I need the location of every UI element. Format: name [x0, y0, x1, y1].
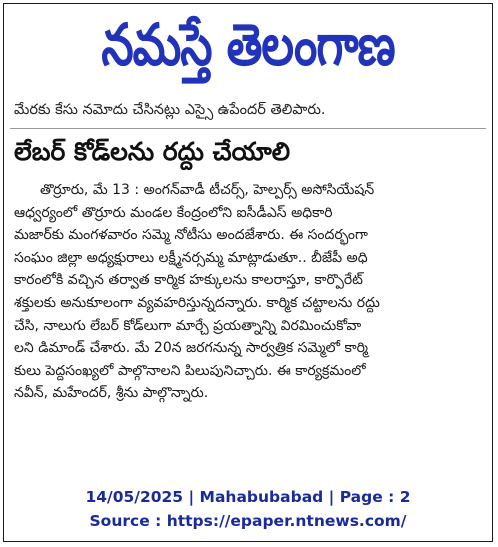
body-line: చేసి, నాలుగు లేబర్ కోడ్‌లుగా మార్చే ప్రయత్నాన్ని విరమించుకోవా	[14, 317, 362, 334]
body-line: శక్తులకు అనుకూలంగా వ్యవహరిస్తున్నదన్నారు. కార్మిక చట్టాలను రద్దు	[14, 294, 380, 311]
body-line: కారంలోకి వచ్చిన తర్వాత కార్మిక హక్కులను కాలరాస్తూ, కార్పొరేట్	[14, 272, 363, 289]
body-line: సంఘం జిల్లా అధ్యక్షురాలు లక్ష్మీనర్సమ్మ మాట్లాడుతూ.. బీజేపీ అధి	[14, 249, 368, 266]
clipping-source: Source : https://epaper.ntnews.com/	[89, 512, 407, 530]
body-line: మజార్‌కు మంగళవారం సమ్మె నోటీసు అందజేశారు. ఈ సందర్భంగా	[14, 227, 368, 244]
clipping-frame	[3, 3, 493, 542]
body-line: తొర్రూరు, మే 13 : అంగన్‌వాడీ టీచర్స్, హెల్పర్స్ అసోసియేషన్	[40, 182, 375, 198]
newspaper-masthead	[4, 4, 492, 100]
article-headline: లేబర్ కోడ్‌లను రద్దు చేయాలి	[14, 137, 291, 166]
previous-article-tail: మేరకు కేసు నమోదు చేసినట్లు ఎస్సై ఉపేందర్ తెలిపారు.	[14, 102, 326, 118]
body-line: ఆధ్వర్యంలో తొర్రూరు మండల కేంద్రంలోని ఐసీడీఎస్ అధికారి	[14, 204, 333, 221]
body-line: నవీన్, మహేందర్, శ్రీను పాల్గొన్నారు.	[14, 385, 209, 402]
masthead-logo-text: నమస్తే తెలంగాణ	[101, 10, 395, 79]
body-line: కులు పెద్దసంఖ్యలో పాల్గొనాలని పిలుపునిచ్చారు. ఈ కార్యక్రమంలో	[14, 362, 366, 379]
body-line: లని డిమాండ్ చేశారు. మే 20న జరగనున్న సార్వత్రిక సమ్మెలో కార్మి	[14, 340, 369, 357]
clipping-dateline: 14/05/2025 | Mahabubabad | Page : 2	[85, 488, 411, 506]
divider	[10, 128, 486, 129]
article-body	[14, 179, 482, 405]
